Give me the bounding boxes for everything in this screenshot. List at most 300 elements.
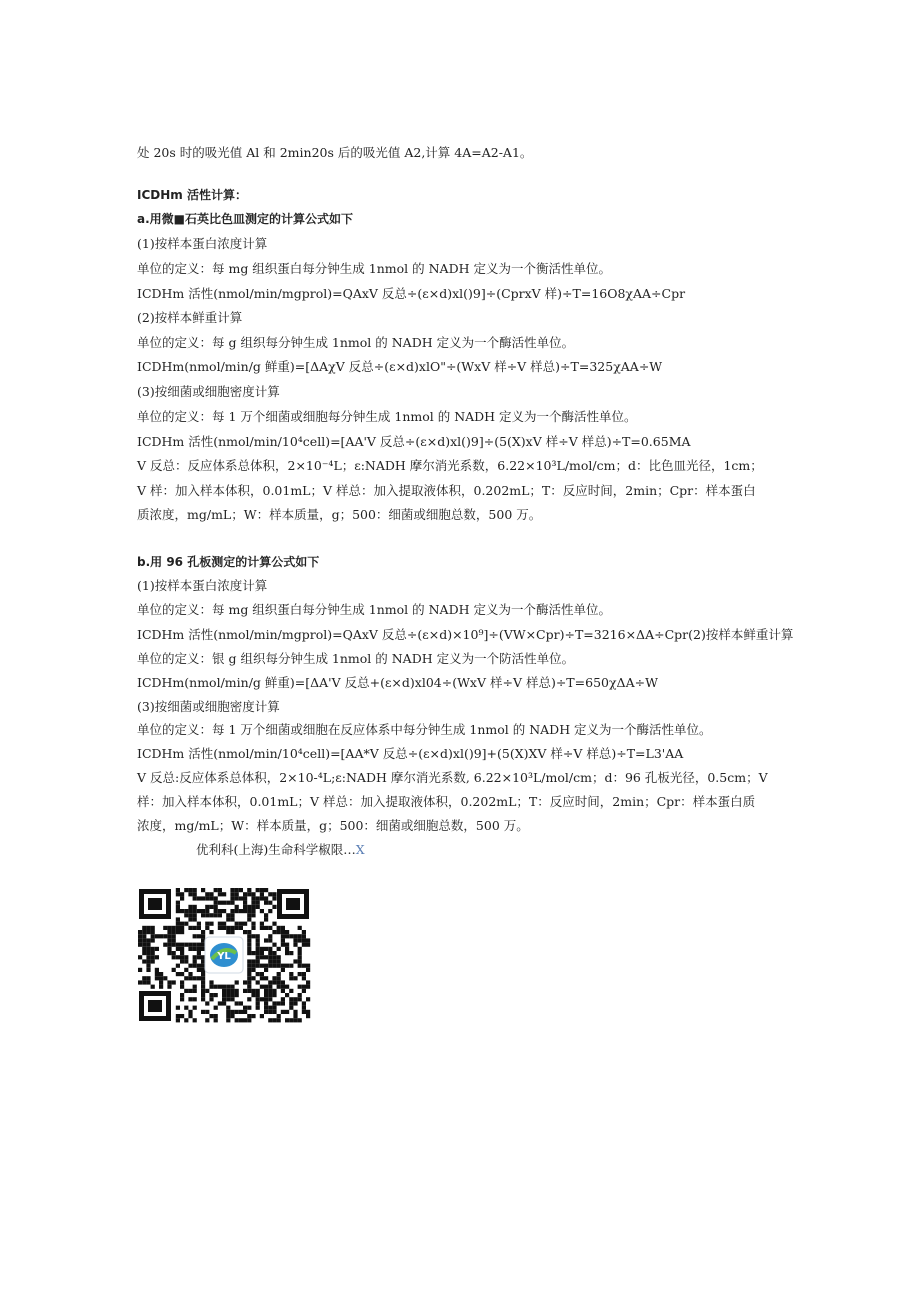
section-a-item2-formula: ICDHm(nmol/min/g 鲜重)=[ΔAχV 反总÷(ε×d)xlO"÷(WxV 样÷V 样总)÷T=325χAA÷W xyxy=(137,359,663,374)
qr-module xyxy=(268,993,272,997)
qr-module xyxy=(151,955,155,959)
qr-module xyxy=(264,985,268,989)
qr-module xyxy=(151,934,155,938)
qr-module xyxy=(235,909,239,913)
qr-module xyxy=(306,1010,310,1014)
qr-module xyxy=(264,947,268,951)
qr-module xyxy=(151,930,155,934)
qr-module xyxy=(239,909,243,913)
qr-module xyxy=(230,896,234,900)
qr-module xyxy=(176,917,180,921)
qr-module xyxy=(251,1014,255,1018)
qr-module xyxy=(251,989,255,993)
qr-module xyxy=(264,964,268,968)
qr-module xyxy=(214,1014,218,1018)
qr-module xyxy=(281,964,285,968)
qr-module xyxy=(230,901,234,905)
qr-module xyxy=(268,926,272,930)
qr-module xyxy=(235,926,239,930)
qr-module xyxy=(201,913,205,917)
qr-module xyxy=(277,1014,281,1018)
qr-module xyxy=(251,909,255,913)
qr-module xyxy=(256,947,260,951)
qr-module xyxy=(214,1006,218,1010)
qr-module xyxy=(268,985,272,989)
qr-module xyxy=(235,1001,239,1005)
qr-module xyxy=(298,993,302,997)
qr-module xyxy=(260,1014,264,1018)
qr-module xyxy=(306,938,310,942)
qr-module xyxy=(235,980,239,984)
qr-module xyxy=(205,1018,209,1022)
qr-module xyxy=(302,989,306,993)
qr-module xyxy=(281,985,285,989)
qr-module xyxy=(218,892,222,896)
footer-company-line xyxy=(196,842,365,858)
qr-module xyxy=(205,896,209,900)
qr-module xyxy=(247,951,251,955)
qr-module xyxy=(268,997,272,1001)
section-a-item3-title: (3)按细菌或细胞密度计算 xyxy=(137,384,280,399)
qr-module xyxy=(167,926,171,930)
qr-module xyxy=(251,968,255,972)
qr-module xyxy=(193,989,197,993)
qr-module xyxy=(184,959,188,963)
qr-module xyxy=(235,993,239,997)
qr-module xyxy=(176,943,180,947)
qr-module xyxy=(214,905,218,909)
section-a-item1-formula: ICDHm 活性(nmol/min/mgprol)=QAxV 反总÷(ε×d)xl()9]÷(CprxV 样)÷T=16O8χAA÷Cpr xyxy=(137,286,686,301)
qr-module xyxy=(302,943,306,947)
qr-module xyxy=(214,888,218,892)
qr-module xyxy=(167,980,171,984)
qr-module xyxy=(180,972,184,976)
qr-module xyxy=(247,1018,251,1022)
qr-module xyxy=(163,943,167,947)
qr-module xyxy=(142,980,146,984)
qr-module xyxy=(184,922,188,926)
qr-module xyxy=(285,964,289,968)
qr-module xyxy=(176,1014,180,1018)
qr-module xyxy=(209,930,213,934)
qr-module xyxy=(247,943,251,947)
qr-module xyxy=(272,976,276,980)
qr-module xyxy=(251,922,255,926)
qr-module xyxy=(251,959,255,963)
qr-module xyxy=(247,888,251,892)
qr-module xyxy=(260,951,264,955)
qr-module xyxy=(193,905,197,909)
qr-module xyxy=(222,892,226,896)
qr-module xyxy=(264,917,268,921)
qr-module xyxy=(268,964,272,968)
qr-module xyxy=(184,1006,188,1010)
qr-module xyxy=(272,959,276,963)
qr-module xyxy=(268,909,272,913)
qr-module xyxy=(251,976,255,980)
qr-module xyxy=(226,993,230,997)
qr-module xyxy=(277,976,281,980)
qr-module xyxy=(289,934,293,938)
qr-module xyxy=(222,985,226,989)
qr-module xyxy=(243,896,247,900)
qr-module xyxy=(289,964,293,968)
qr-module xyxy=(226,997,230,1001)
qr-module xyxy=(277,926,281,930)
qr-module xyxy=(214,1018,218,1022)
qr-module xyxy=(264,976,268,980)
qr-module xyxy=(138,938,142,942)
company-link[interactable]: X xyxy=(355,842,365,857)
qr-module xyxy=(306,943,310,947)
qr-module xyxy=(264,888,268,892)
qr-module xyxy=(235,892,239,896)
qr-module xyxy=(272,922,276,926)
qr-module xyxy=(243,989,247,993)
qr-module xyxy=(247,980,251,984)
qr-module xyxy=(180,909,184,913)
qr-module xyxy=(293,1010,297,1014)
qr-module xyxy=(247,972,251,976)
qr-module xyxy=(214,993,218,997)
qr-module xyxy=(201,909,205,913)
qr-module xyxy=(268,980,272,984)
qr-module xyxy=(264,938,268,942)
qr-module xyxy=(172,934,176,938)
qr-module xyxy=(247,1014,251,1018)
qr-module xyxy=(256,955,260,959)
qr-module xyxy=(281,989,285,993)
qr-module xyxy=(247,968,251,972)
qr-module xyxy=(243,980,247,984)
qr-module xyxy=(243,909,247,913)
section-a-notes-line1: V 反总：反应体系总体积，2×10⁻⁴L；ε:NADH 摩尔消光系数，6.22×10³L/mol/cm；d：比色皿光径，1cm； xyxy=(137,458,763,473)
qr-module xyxy=(302,1006,306,1010)
qr-module xyxy=(205,926,209,930)
qr-module xyxy=(159,972,163,976)
qr-module xyxy=(247,913,251,917)
qr-module xyxy=(243,905,247,909)
qr-module xyxy=(193,892,197,896)
qr-module xyxy=(218,909,222,913)
qr-module xyxy=(298,926,302,930)
qr-module xyxy=(302,964,306,968)
qr-module xyxy=(243,1010,247,1014)
qr-module xyxy=(243,930,247,934)
qr-module xyxy=(239,888,243,892)
qr-module xyxy=(256,1006,260,1010)
qr-module xyxy=(243,892,247,896)
qr-module xyxy=(142,951,146,955)
qr-module xyxy=(151,951,155,955)
qr-module xyxy=(209,896,213,900)
qr-module xyxy=(188,905,192,909)
qr-module xyxy=(256,888,260,892)
qr-module xyxy=(142,930,146,934)
qr-module xyxy=(193,1018,197,1022)
qr-module xyxy=(163,976,167,980)
qr-module xyxy=(172,943,176,947)
qr-module xyxy=(193,964,197,968)
qr-module xyxy=(151,985,155,989)
qr-module xyxy=(264,1010,268,1014)
qr-module xyxy=(306,997,310,1001)
qr-module xyxy=(230,993,234,997)
qr-module xyxy=(201,976,205,980)
qr-module xyxy=(260,926,264,930)
qr-module xyxy=(298,934,302,938)
qr-module xyxy=(260,922,264,926)
qr-module xyxy=(201,888,205,892)
qr-module xyxy=(239,926,243,930)
qr-module xyxy=(222,926,226,930)
qr-module xyxy=(197,976,201,980)
qr-module xyxy=(205,1010,209,1014)
qr-module xyxy=(247,938,251,942)
qr-module xyxy=(302,985,306,989)
qr-module xyxy=(146,980,150,984)
qr-module xyxy=(243,901,247,905)
qr-module xyxy=(193,947,197,951)
qr-module xyxy=(302,930,306,934)
qr-module xyxy=(302,1010,306,1014)
qr-module xyxy=(281,926,285,930)
qr-module xyxy=(281,968,285,972)
qr-module xyxy=(188,997,192,1001)
qr-module xyxy=(167,951,171,955)
qr-module xyxy=(167,938,171,942)
qr-module xyxy=(218,1001,222,1005)
qr-module xyxy=(176,955,180,959)
qr-module xyxy=(281,980,285,984)
qr-module xyxy=(172,980,176,984)
qr-module xyxy=(302,938,306,942)
qr-module xyxy=(226,985,230,989)
qr-module xyxy=(188,909,192,913)
qr-module xyxy=(226,917,230,921)
qr-module xyxy=(188,989,192,993)
qr-module xyxy=(285,993,289,997)
qr-module xyxy=(247,947,251,951)
qr-module xyxy=(180,892,184,896)
qr-module xyxy=(230,1010,234,1014)
qr-module xyxy=(193,985,197,989)
qr-module xyxy=(222,922,226,926)
qr-module xyxy=(159,985,163,989)
qr-module xyxy=(214,913,218,917)
qr-module xyxy=(298,985,302,989)
qr-module xyxy=(260,964,264,968)
qr-module xyxy=(272,896,276,900)
qr-module xyxy=(197,922,201,926)
qr-module xyxy=(230,997,234,1001)
qr-module xyxy=(159,976,163,980)
qr-module xyxy=(247,917,251,921)
qr-module xyxy=(230,892,234,896)
qr-module xyxy=(146,943,150,947)
qr-module xyxy=(268,947,272,951)
qr-module xyxy=(256,959,260,963)
qr-module xyxy=(218,888,222,892)
section-b-item3-formula: ICDHm 活性(nmol/min/10⁴cell)=[AA*V 反总÷(ε×d)xl()9]+(5(X)XV 样÷V 样总)÷T=L3'AA xyxy=(137,746,684,761)
qr-module xyxy=(167,934,171,938)
qr-module xyxy=(272,980,276,984)
qr-module xyxy=(298,938,302,942)
qr-module xyxy=(214,985,218,989)
qr-module xyxy=(260,972,264,976)
section-b-item3-definition: 单位的定义：每 1 万个细菌或细胞在反应体系中每分钟生成 1nmol 的 NADH 定义为一个酶活性单位。 xyxy=(137,722,712,737)
section-b-title: b.用 96 孔板测定的计算公式如下 xyxy=(137,555,320,569)
qr-module xyxy=(285,934,289,938)
qr-module xyxy=(138,955,142,959)
qr-module xyxy=(268,892,272,896)
qr-module xyxy=(172,938,176,942)
section-b-notes-line1: V 反总:反应体系总体积，2×10-⁴L;ε:NADH 摩尔消光系数, 6.22×10³L/mol/cm；d：96 孔板光径，0.5cm；V xyxy=(137,770,768,785)
qr-module xyxy=(268,959,272,963)
qr-module xyxy=(167,943,171,947)
qr-module xyxy=(293,1018,297,1022)
qr-module xyxy=(163,934,167,938)
section-a-notes-line2: V 样：加入样本体积，0.01mL；V 样总：加入提取液体积，0.202mL；T：反应时间，2min；Cpr：样本蛋白 xyxy=(137,483,756,498)
qr-module xyxy=(256,989,260,993)
qr-module xyxy=(285,951,289,955)
qr-module xyxy=(167,947,171,951)
qr-module xyxy=(298,951,302,955)
qr-module xyxy=(256,980,260,984)
qr-module xyxy=(222,909,226,913)
qr-module xyxy=(197,947,201,951)
qr-module xyxy=(188,943,192,947)
qr-module xyxy=(293,934,297,938)
qr-module xyxy=(218,913,222,917)
qr-module xyxy=(230,985,234,989)
qr-module xyxy=(293,976,297,980)
qr-module xyxy=(264,993,268,997)
qr-module xyxy=(142,943,146,947)
qr-module xyxy=(298,955,302,959)
section-b-item2-formula: ICDHm(nmol/min/g 鲜重)=[ΔA'V 反总+(ε×d)xl04÷(WxV 样÷V 样总)÷T=650χΔA÷W xyxy=(137,675,658,690)
qr-module xyxy=(180,985,184,989)
qr-module xyxy=(197,968,201,972)
qr-module xyxy=(226,989,230,993)
qr-module xyxy=(201,930,205,934)
qr-module xyxy=(188,976,192,980)
qr-code xyxy=(137,887,311,1023)
qr-module xyxy=(176,901,180,905)
qr-module xyxy=(239,896,243,900)
qr-module xyxy=(256,938,260,942)
qr-module xyxy=(146,976,150,980)
qr-module xyxy=(176,1006,180,1010)
qr-module xyxy=(251,913,255,917)
qr-module xyxy=(193,917,197,921)
qr-module xyxy=(285,930,289,934)
qr-module xyxy=(193,959,197,963)
qr-module xyxy=(277,959,281,963)
qr-module xyxy=(193,997,197,1001)
qr-module xyxy=(188,913,192,917)
qr-module xyxy=(188,892,192,896)
qr-logo-text: YL xyxy=(217,951,231,962)
qr-module xyxy=(268,938,272,942)
section-b-item3-title: (3)按细菌或细胞密度计算 xyxy=(137,699,280,714)
qr-module xyxy=(155,955,159,959)
qr-finder-top-right xyxy=(277,889,309,919)
qr-module xyxy=(306,964,310,968)
qr-module xyxy=(226,1010,230,1014)
qr-module xyxy=(298,959,302,963)
qr-module xyxy=(235,905,239,909)
section-a-item1-title: (1)按样本蛋白浓度计算 xyxy=(137,236,268,251)
section-b-item1-title: (1)按样本蛋白浓度计算 xyxy=(137,578,268,593)
qr-module xyxy=(289,1018,293,1022)
qr-module xyxy=(197,896,201,900)
qr-module xyxy=(256,1001,260,1005)
qr-module xyxy=(142,947,146,951)
qr-module xyxy=(218,985,222,989)
qr-module xyxy=(205,922,209,926)
section-a-item2-definition: 单位的定义：每 g 组织每分钟生成 1nmol 的 NADH 定义为一个酶活性单位。 xyxy=(137,335,575,350)
qr-module xyxy=(260,909,264,913)
qr-module xyxy=(235,989,239,993)
qr-module xyxy=(167,985,171,989)
qr-module xyxy=(247,985,251,989)
qr-module xyxy=(201,896,205,900)
qr-module xyxy=(306,1014,310,1018)
qr-module xyxy=(247,892,251,896)
qr-module xyxy=(184,888,188,892)
qr-module xyxy=(264,968,268,972)
qr-module xyxy=(176,972,180,976)
qr-module xyxy=(218,926,222,930)
qr-module xyxy=(188,917,192,921)
qr-module xyxy=(247,959,251,963)
section-b-notes-line3: 浓度，mg/mL；W：样本质量，g；500：细菌或细胞总数，500 万。 xyxy=(137,818,529,833)
qr-module xyxy=(256,997,260,1001)
qr-module xyxy=(251,892,255,896)
qr-module xyxy=(251,896,255,900)
section-a-item3-formula: ICDHm 活性(nmol/min/10⁴cell)=[AA'V 反总÷(ε×d)xl()9]÷(5(X)xV 样÷V 样总)÷T=0.65MA xyxy=(137,434,691,449)
qr-module xyxy=(138,943,142,947)
qr-module xyxy=(226,930,230,934)
qr-module xyxy=(235,1018,239,1022)
qr-module xyxy=(260,955,264,959)
qr-module xyxy=(293,1001,297,1005)
qr-module xyxy=(146,955,150,959)
qr-module xyxy=(281,997,285,1001)
qr-module xyxy=(172,951,176,955)
qr-module xyxy=(268,901,272,905)
qr-module xyxy=(260,997,264,1001)
qr-module xyxy=(155,976,159,980)
qr-module xyxy=(205,892,209,896)
qr-finder-top-left xyxy=(139,889,171,919)
qr-module xyxy=(306,980,310,984)
qr-module xyxy=(247,909,251,913)
qr-module xyxy=(209,985,213,989)
qr-module xyxy=(293,1014,297,1018)
qr-module xyxy=(184,1018,188,1022)
qr-module xyxy=(188,888,192,892)
company-name: 优利科(上海)生命科学椒限… xyxy=(196,842,356,857)
qr-module xyxy=(247,997,251,1001)
qr-module xyxy=(277,980,281,984)
qr-module xyxy=(209,905,213,909)
qr-module xyxy=(306,985,310,989)
qr-module xyxy=(260,888,264,892)
qr-module xyxy=(268,1018,272,1022)
qr-module xyxy=(172,930,176,934)
